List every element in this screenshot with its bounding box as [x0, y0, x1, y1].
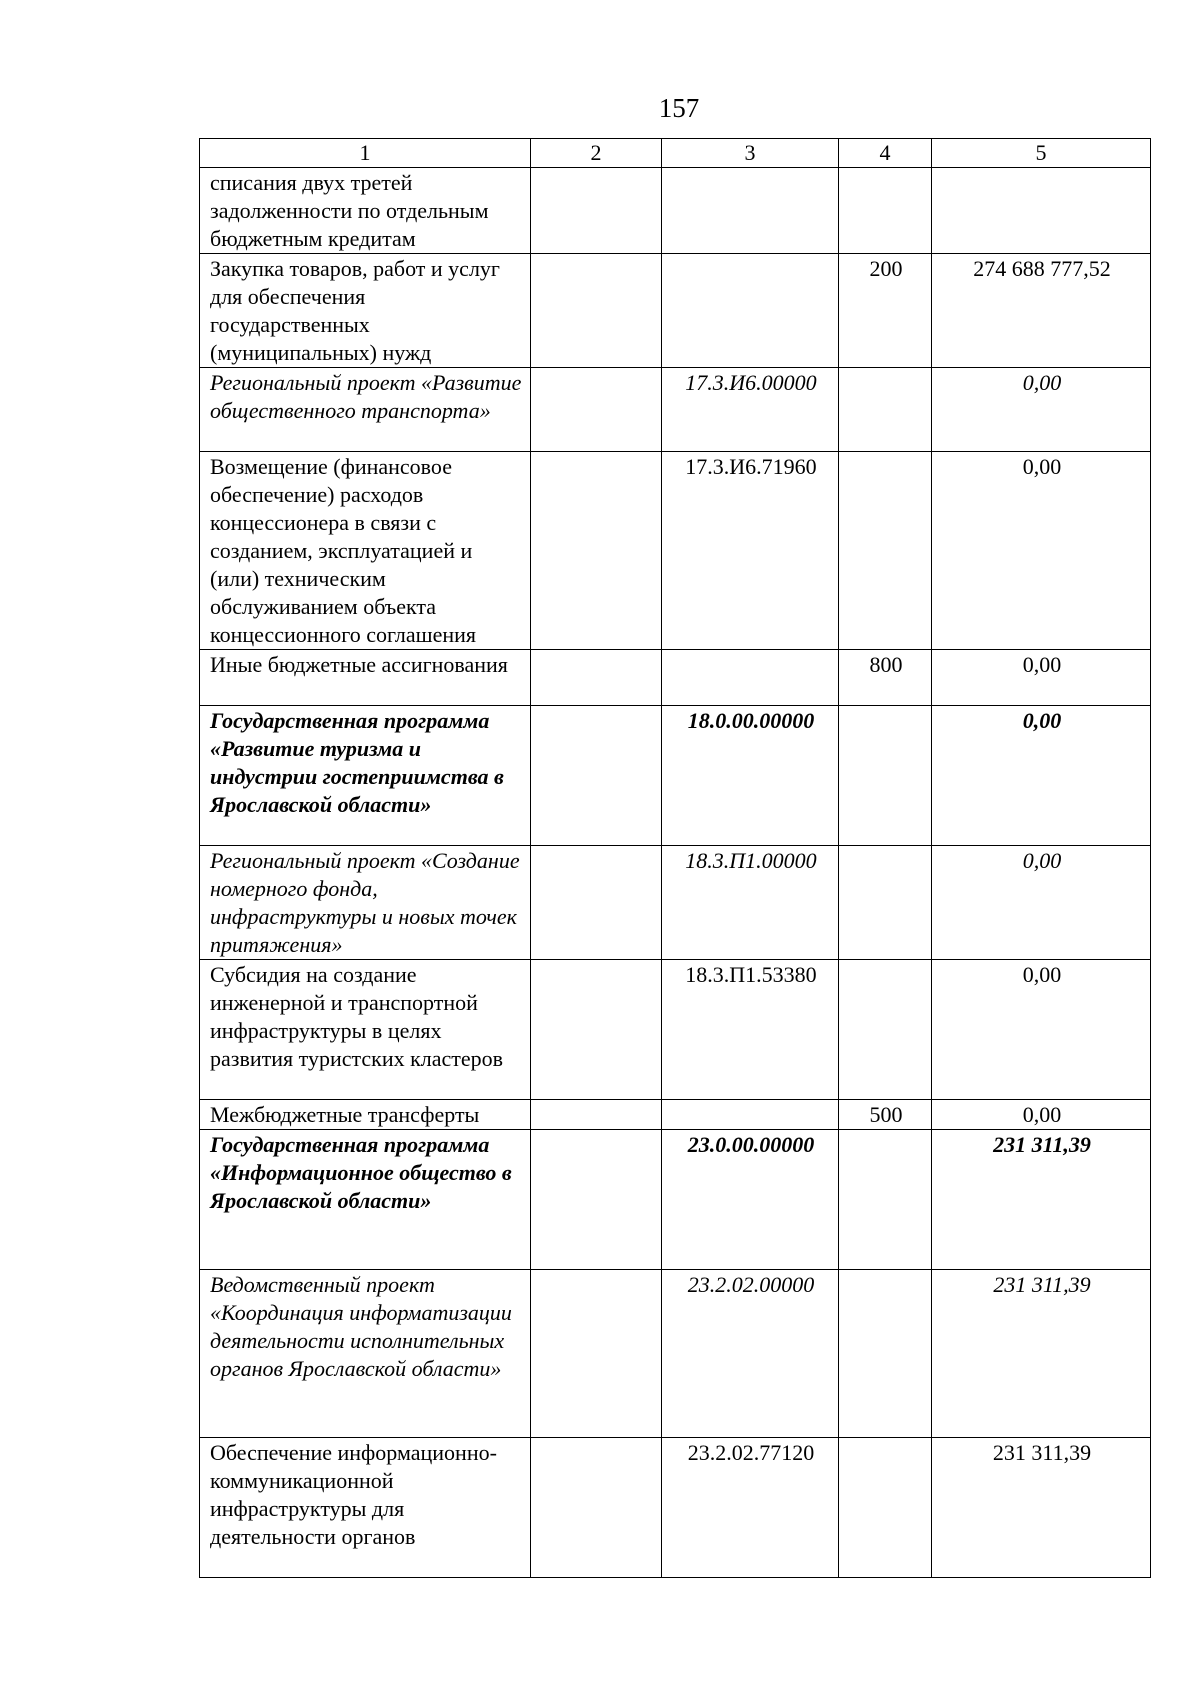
table-row — [200, 1100, 1151, 1130]
row-type-cell — [839, 1438, 932, 1578]
row-name-cell: Региональный проект «Создание номерного фонда, инфраструктуры и новых точек притяжения» — [200, 846, 531, 960]
row-amount-cell: 231 311,39 — [932, 1438, 1151, 1578]
row-amount-cell: 231 311,39 — [932, 1270, 1151, 1438]
row-col2-cell — [531, 650, 662, 706]
row-amount-cell: 0,00 — [932, 960, 1151, 1100]
header-cell-4: 4 — [839, 139, 932, 168]
budget-table — [199, 138, 1151, 1578]
row-col2-cell — [531, 846, 662, 960]
row-code-cell — [662, 254, 839, 368]
row-col2-cell — [531, 1100, 662, 1130]
row-amount-cell: 231 311,39 — [932, 1130, 1151, 1270]
row-name-cell: Обеспечение информационно-коммуникационной инфраструктуры для деятельности органов — [200, 1438, 531, 1578]
row-name-cell: списания двух третей задолженности по отдельным бюджетным кредитам — [200, 168, 531, 254]
table-row — [200, 650, 1151, 706]
header-cell-5: 5 — [932, 139, 1151, 168]
row-type-cell — [839, 368, 932, 452]
row-amount-cell: 274 688 777,52 — [932, 254, 1151, 368]
row-col2-cell — [531, 452, 662, 650]
header-cell-1: 1 — [200, 139, 531, 168]
table-row — [200, 706, 1151, 846]
row-type-cell: 800 — [839, 650, 932, 706]
row-type-cell — [839, 1130, 932, 1270]
row-type-cell — [839, 1270, 932, 1438]
row-code-cell — [662, 650, 839, 706]
row-amount-cell: 0,00 — [932, 650, 1151, 706]
row-amount-cell: 0,00 — [932, 452, 1151, 650]
row-amount-cell: 0,00 — [932, 706, 1151, 846]
row-type-cell — [839, 960, 932, 1100]
row-name-cell: Субсидия на создание инженерной и транспортной инфраструктуры в целях развития туристских кластеров — [200, 960, 531, 1100]
table-row — [200, 960, 1151, 1100]
row-amount-cell: 0,00 — [932, 846, 1151, 960]
row-col2-cell — [531, 254, 662, 368]
row-code-cell — [662, 1100, 839, 1130]
row-type-cell: 200 — [839, 254, 932, 368]
row-type-cell — [839, 452, 932, 650]
table-row — [200, 368, 1151, 452]
row-code-cell: 23.2.02.77120 — [662, 1438, 839, 1578]
table-row — [200, 1130, 1151, 1270]
table-row — [200, 1270, 1151, 1438]
row-name-cell: Ведомственный проект «Координация информатизации деятельности исполнительных органов Ярославской области» — [200, 1270, 531, 1438]
budget-table-body — [200, 139, 1151, 1578]
row-name-cell: Межбюджетные трансферты — [200, 1100, 531, 1130]
table-row — [200, 846, 1151, 960]
row-amount-cell: 0,00 — [932, 1100, 1151, 1130]
row-col2-cell — [531, 960, 662, 1100]
row-code-cell: 18.0.00.00000 — [662, 706, 839, 846]
row-amount-cell — [932, 168, 1151, 254]
header-row — [200, 139, 1151, 168]
row-type-cell — [839, 168, 932, 254]
row-type-cell: 500 — [839, 1100, 932, 1130]
row-code-cell: 17.3.И6.71960 — [662, 452, 839, 650]
row-code-cell: 18.3.П1.53380 — [662, 960, 839, 1100]
row-name-cell: Возмещение (финансовое обеспечение) расходов концессионера в связи с созданием, эксплуатацией и (или) техническим обслуживанием объекта концессионного соглашения — [200, 452, 531, 650]
row-col2-cell — [531, 1130, 662, 1270]
row-col2-cell — [531, 1438, 662, 1578]
row-code-cell: 18.3.П1.00000 — [662, 846, 839, 960]
page-number: 157 — [658, 93, 700, 123]
table-row — [200, 254, 1151, 368]
row-col2-cell — [531, 168, 662, 254]
row-col2-cell — [531, 368, 662, 452]
row-name-cell: Иные бюджетные ассигнования — [200, 650, 531, 706]
row-col2-cell — [531, 706, 662, 846]
table-row — [200, 452, 1151, 650]
row-code-cell: 23.2.02.00000 — [662, 1270, 839, 1438]
row-code-cell — [662, 168, 839, 254]
header-cell-2: 2 — [531, 139, 662, 168]
table-row — [200, 1438, 1151, 1578]
row-col2-cell — [531, 1270, 662, 1438]
row-code-cell: 23.0.00.00000 — [662, 1130, 839, 1270]
table-row — [200, 168, 1151, 254]
header-cell-3: 3 — [662, 139, 839, 168]
row-name-cell: Региональный проект «Развитие общественного транспорта» — [200, 368, 531, 452]
row-type-cell — [839, 706, 932, 846]
row-name-cell: Государственная программа «Информационное общество в Ярославской области» — [200, 1130, 531, 1270]
row-name-cell: Государственная программа «Развитие туризма и индустрии гостеприимства в Ярославской области» — [200, 706, 531, 846]
row-code-cell: 17.3.И6.00000 — [662, 368, 839, 452]
row-name-cell: Закупка товаров, работ и услуг для обеспечения государственных (муниципальных) нужд — [200, 254, 531, 368]
row-amount-cell: 0,00 — [932, 368, 1151, 452]
row-type-cell — [839, 846, 932, 960]
